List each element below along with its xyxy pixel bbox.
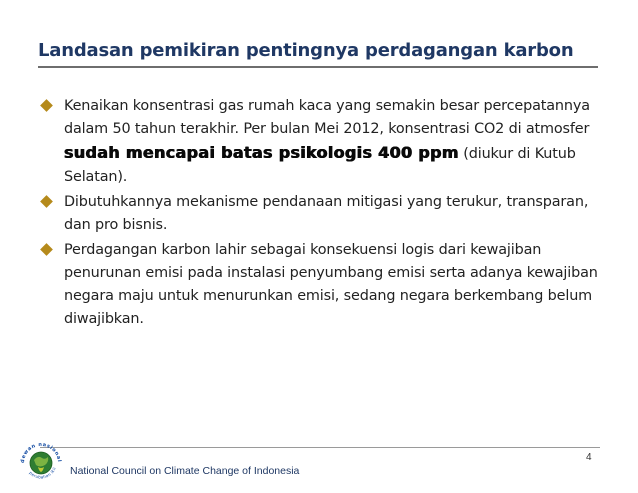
bullet-list — [38, 95, 598, 333]
bullet-item-co2 — [38, 95, 598, 189]
bullet-text: Dibutuhkannya mekanisme pendanaan mitigasi yang terukur, transparan, dan pro bisnis. — [64, 194, 589, 233]
diamond-icon — [40, 195, 53, 208]
bullet-emphasis: sudah mencapai batas psikologis 400 ppm — [64, 143, 459, 162]
slide-title: Landasan pemikiran pentingnya perdagangan karbon — [38, 40, 574, 61]
diamond-icon — [40, 243, 53, 256]
bullet-text: Kenaikan konsentrasi gas rumah kaca yang semakin besar percepatannya dalam 50 tahun terakhir. Per bulan Mei 2012, konsentrasi CO2 di atmosfer — [64, 98, 590, 137]
svg-text:dewan nasional: dewan nasional — [19, 441, 63, 464]
bullet-text-tail: (diukur di Kutub Selatan). — [64, 146, 576, 185]
footer-divider — [40, 447, 600, 448]
page-number: 4 — [586, 452, 592, 463]
svg-text:perubahan iklim: perubahan ikli — [28, 466, 58, 480]
bullet-item-funding — [38, 191, 598, 237]
title-divider — [38, 66, 598, 68]
dnpi-logo-icon — [16, 436, 66, 486]
bullet-item-carbon-trading — [38, 239, 598, 331]
diamond-icon — [40, 99, 53, 112]
footer-organization: National Council on Climate Change of Indonesia — [70, 465, 300, 477]
bullet-text: Perdagangan karbon lahir sebagai konsekuensi logis dari kewajiban penurunan emisi pada instalasi penyumbang emisi serta adanya kewajiban negara maju untuk menurunkan emisi, sedang negara berkembang belum diwajibkan. — [64, 242, 598, 327]
